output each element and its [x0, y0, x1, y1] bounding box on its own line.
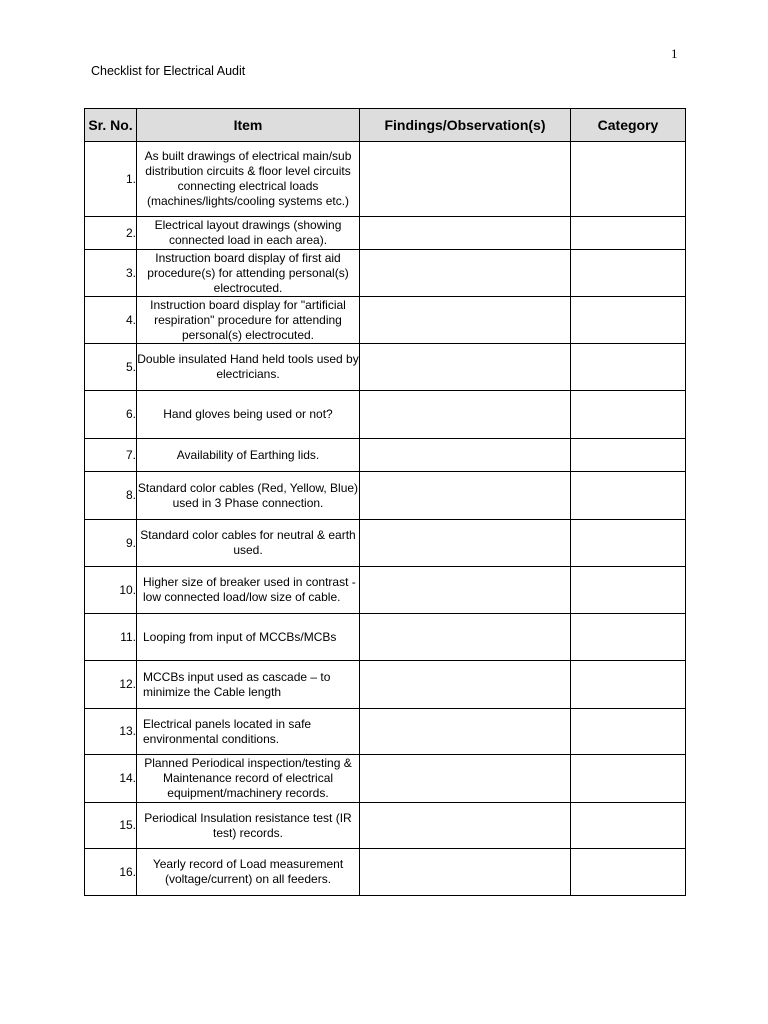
row-category-cell[interactable]: [571, 709, 686, 755]
row-category-cell[interactable]: [571, 297, 686, 344]
table-header-row: [85, 109, 686, 142]
row-findings-cell[interactable]: [360, 614, 571, 661]
row-item: Electrical layout drawings (showing connected load in each area).: [137, 217, 360, 250]
row-findings-cell[interactable]: [360, 849, 571, 896]
header-findings: Findings/Observation(s): [360, 109, 571, 142]
row-sr-no: 15.: [85, 803, 137, 849]
row-item: Availability of Earthing lids.: [137, 439, 360, 472]
page-number: 1: [671, 46, 678, 61]
table-row: [85, 520, 686, 567]
row-item: MCCBs input used as cascade – to minimize the Cable length: [137, 661, 360, 709]
row-category-cell[interactable]: [571, 520, 686, 567]
row-item: Standard color cables for neutral & earth used.: [137, 520, 360, 567]
row-category-cell[interactable]: [571, 661, 686, 709]
document-title: Checklist for Electrical Audit: [91, 64, 246, 78]
row-sr-no: 5.: [85, 344, 137, 391]
table-row: [85, 297, 686, 344]
row-sr-no: 14.: [85, 755, 137, 803]
row-sr-no: 3.: [85, 250, 137, 297]
table-row: [85, 142, 686, 217]
row-sr-no: 16.: [85, 849, 137, 896]
table-row: [85, 344, 686, 391]
table-row: [85, 661, 686, 709]
row-findings-cell[interactable]: [360, 297, 571, 344]
row-sr-no: 2.: [85, 217, 137, 250]
row-item: Periodical Insulation resistance test (IR test) records.: [137, 803, 360, 849]
row-findings-cell[interactable]: [360, 472, 571, 520]
row-item: Planned Periodical inspection/testing & Maintenance record of electrical equipment/machinery records.: [137, 755, 360, 803]
table-row: [85, 472, 686, 520]
row-category-cell[interactable]: [571, 614, 686, 661]
row-item: Instruction board display of first aid procedure(s) for attending personal(s) electrocuted.: [137, 250, 360, 297]
row-findings-cell[interactable]: [360, 567, 571, 614]
row-item: Electrical panels located in safe environmental conditions.: [137, 709, 360, 755]
table-row: [85, 217, 686, 250]
row-findings-cell[interactable]: [360, 142, 571, 217]
table-row: [85, 709, 686, 755]
row-item: Looping from input of MCCBs/MCBs: [137, 614, 360, 661]
row-findings-cell[interactable]: [360, 755, 571, 803]
table-row: [85, 250, 686, 297]
row-findings-cell[interactable]: [360, 709, 571, 755]
row-findings-cell[interactable]: [360, 439, 571, 472]
row-item: Yearly record of Load measurement (voltage/current) on all feeders.: [137, 849, 360, 896]
row-findings-cell[interactable]: [360, 520, 571, 567]
table-row: [85, 803, 686, 849]
row-item: As built drawings of electrical main/sub distribution circuits & floor level circuits connecting electrical loads (machines/lights/cooling systems etc.): [137, 142, 360, 217]
row-sr-no: 8.: [85, 472, 137, 520]
row-category-cell[interactable]: [571, 472, 686, 520]
row-category-cell[interactable]: [571, 391, 686, 439]
row-findings-cell[interactable]: [360, 661, 571, 709]
header-category: Category: [571, 109, 686, 142]
row-category-cell[interactable]: [571, 142, 686, 217]
row-category-cell[interactable]: [571, 567, 686, 614]
row-category-cell[interactable]: [571, 217, 686, 250]
row-item: Instruction board display for "artificial respiration" procedure for attending personal(s) electrocuted.: [137, 297, 360, 344]
row-category-cell[interactable]: [571, 755, 686, 803]
row-sr-no: 9.: [85, 520, 137, 567]
row-sr-no: 4.: [85, 297, 137, 344]
row-sr-no: 12.: [85, 661, 137, 709]
row-sr-no: 10.: [85, 567, 137, 614]
row-sr-no: 11.: [85, 614, 137, 661]
row-category-cell[interactable]: [571, 344, 686, 391]
row-findings-cell[interactable]: [360, 391, 571, 439]
row-category-cell[interactable]: [571, 849, 686, 896]
table-row: [85, 391, 686, 439]
table-row: [85, 439, 686, 472]
row-sr-no: 6.: [85, 391, 137, 439]
row-category-cell[interactable]: [571, 250, 686, 297]
row-item: Standard color cables (Red, Yellow, Blue) used in 3 Phase connection.: [137, 472, 360, 520]
row-item: Higher size of breaker used in contrast -low connected load/low size of cable.: [137, 567, 360, 614]
row-item: Hand gloves being used or not?: [137, 391, 360, 439]
header-item: Item: [137, 109, 360, 142]
row-findings-cell[interactable]: [360, 344, 571, 391]
row-category-cell[interactable]: [571, 439, 686, 472]
header-sr-no: Sr. No.: [85, 109, 137, 142]
row-sr-no: 7.: [85, 439, 137, 472]
row-findings-cell[interactable]: [360, 217, 571, 250]
table-row: [85, 755, 686, 803]
row-findings-cell[interactable]: [360, 803, 571, 849]
row-findings-cell[interactable]: [360, 250, 571, 297]
row-category-cell[interactable]: [571, 803, 686, 849]
row-sr-no: 13.: [85, 709, 137, 755]
row-sr-no: 1.: [85, 142, 137, 217]
audit-checklist-table: [84, 108, 686, 896]
table-row: [85, 614, 686, 661]
table-row: [85, 849, 686, 896]
row-item: Double insulated Hand held tools used by electricians.: [137, 344, 360, 391]
table-row: [85, 567, 686, 614]
